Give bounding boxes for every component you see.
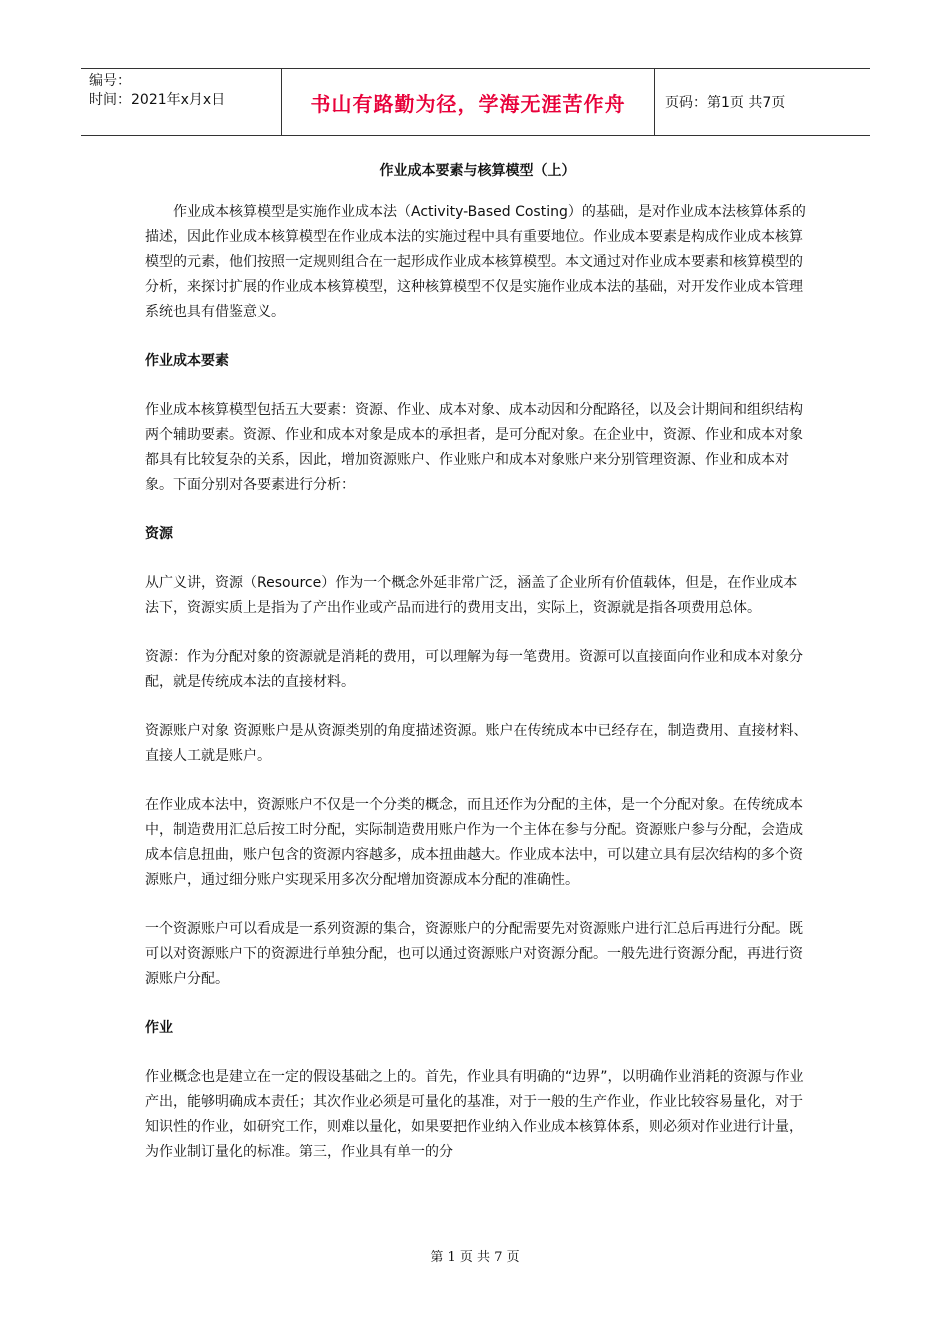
activity-paragraph: 作业概念也是建立在一定的假设基础之上的。首先，作业具有明确的“边界”，以明确作业消耗的资源与作业产出，能够明确成本责任；其次作业必须是可量化的基准，对于一般的生产作业，作业比较容易量化，对于知识性的作业，如研究工作，则难以量化，如果要把作业纳入作业成本核算体系，则必须对作业进行计量，为作业制订量化的标准。第三，作业具有单一的分	[145, 1069, 804, 1160]
intro-paragraph: 作业成本核算模型是实施作业成本法（Activity-Based Costing）的基础，是对作业成本法核算体系的描述，因此作业成本核算模型在作业成本法的实施过程中具有重要地位。作业成本要素是构成作业成本核算模型的元素，他们按照一定规则组合在一起形成作业成本核算模型。本文通过对作业成本要素和核算模型的分析，来探讨扩展的作业成本核算模型，这种核算模型不仅是实施作业成本法的基础，对开发作业成本管理系统也具有借鉴意义。	[145, 204, 806, 320]
section-heading-activity: 作业	[145, 1020, 173, 1036]
resource-paragraph-2: 资源：作为分配对象的资源就是消耗的费用，可以理解为每一笔费用。资源可以直接面向作业和成本对象分配，就是传统成本法的直接材料。	[145, 649, 803, 690]
header-motto: 书山有路勤为径，学海无涯苦作舟	[310, 91, 626, 116]
resource-paragraph-4: 在作业成本法中，资源账户不仅是一个分类的概念，而且还作为分配的主体，是一个分配对象。在传统成本中，制造费用汇总后按工时分配，实际制造费用账户作为一个主体在参与分配。资源账户参与分配，会造成成本信息扭曲，账户包含的资源内容越多，成本扭曲越大。作业成本法中，可以建立具有层次结构的多个资源账户，通过细分账户实现采用多次分配增加资源成本分配的准确性。	[145, 797, 803, 888]
header-page-cell	[655, 69, 870, 135]
document-body	[145, 158, 810, 1165]
section-heading-resource: 资源	[145, 526, 173, 542]
resource-paragraph-5: 一个资源账户可以看成是一系列资源的集合，资源账户的分配需要先对资源账户进行汇总后再进行分配。既可以对资源账户下的资源进行单独分配，也可以通过资源账户对资源分配。一般先进行资源分配，再进行资源账户分配。	[145, 921, 803, 987]
resource-paragraph-3: 资源账户对象 资源账户是从资源类别的角度描述资源。账户在传统成本中已经存在，制造费用、直接材料、直接人工就是账户。	[145, 723, 808, 764]
section-heading-elements: 作业成本要素	[145, 353, 229, 369]
elements-paragraph: 作业成本核算模型包括五大要素：资源、作业、成本对象、成本动因和分配路径，以及会计期间和组织结构两个辅助要素。资源、作业和成本对象是成本的承担者，是可分配对象。在企业中，资源、作业和成本对象都具有比较复杂的关系，因此，增加资源账户、作业账户和成本对象账户来分别管理资源、作业和成本对象。下面分别对各要素进行分析：	[145, 402, 803, 493]
page-footer: 第 1 页 共 7 页	[430, 1250, 520, 1265]
document-title: 作业成本要素与核算模型（上）	[379, 163, 576, 179]
header-page-code: 页码：第1页 共7页	[665, 95, 786, 111]
header-meta-cell	[81, 69, 281, 135]
header-table	[81, 68, 870, 136]
document-time-label: 时间：2021年x月x日	[89, 92, 226, 108]
resource-paragraph-1: 从广义讲，资源（Resource）作为一个概念外延非常广泛，涵盖了企业所有价值载体，但是，在作业成本法下，资源实质上是指为了产出作业或产品而进行的费用支出，实际上，资源就是指各项费用总体。	[145, 575, 798, 616]
document-number-label: 编号：	[89, 73, 131, 89]
header-motto-cell	[281, 69, 655, 135]
